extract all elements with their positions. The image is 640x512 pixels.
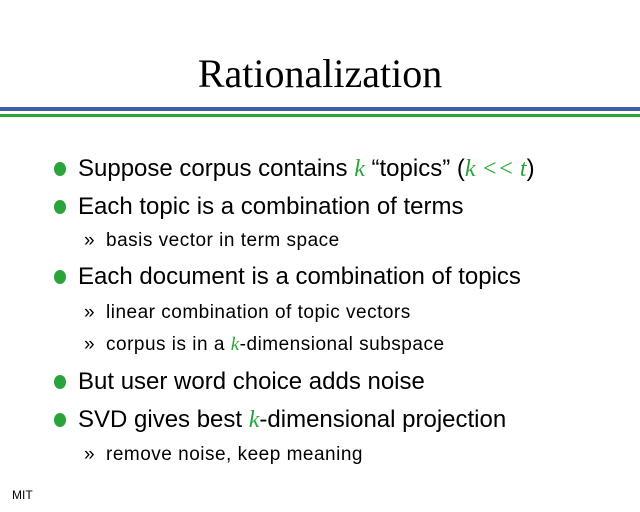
- bullet-item: Each topic is a combination of terms: [78, 193, 464, 220]
- bullet-item: SVD gives best k-dimensional projection: [78, 406, 507, 433]
- sub-bullet-item: linear combination of topic vectors: [106, 302, 411, 323]
- sub-bullet-item: basis vector in term space: [106, 230, 340, 251]
- title-rule-green: [0, 114, 640, 117]
- bullet-dot: [54, 162, 66, 176]
- bullet-item: Suppose corpus contains k “topics” (k << t): [78, 155, 535, 182]
- sub-bullet-item: corpus is in a k-dimensional subspace: [106, 334, 445, 355]
- bullet-item: Each document is a combination of topics: [78, 263, 521, 290]
- sub-bullet-marker: »: [84, 444, 95, 465]
- sub-bullet-marker: »: [84, 302, 95, 323]
- bullet-dot: [54, 270, 66, 284]
- footer-label: MIT: [12, 488, 33, 502]
- bullet-dot: [54, 200, 66, 214]
- sub-bullet-item: remove noise, keep meaning: [106, 444, 363, 465]
- bullet-dot: [54, 413, 66, 427]
- sub-bullet-marker: »: [84, 230, 95, 251]
- bullet-item: But user word choice adds noise: [78, 368, 425, 395]
- bullet-dot: [54, 375, 66, 389]
- title-rule-blue: [0, 107, 640, 111]
- slide-title: Rationalization: [197, 51, 443, 96]
- sub-bullet-marker: »: [84, 334, 95, 355]
